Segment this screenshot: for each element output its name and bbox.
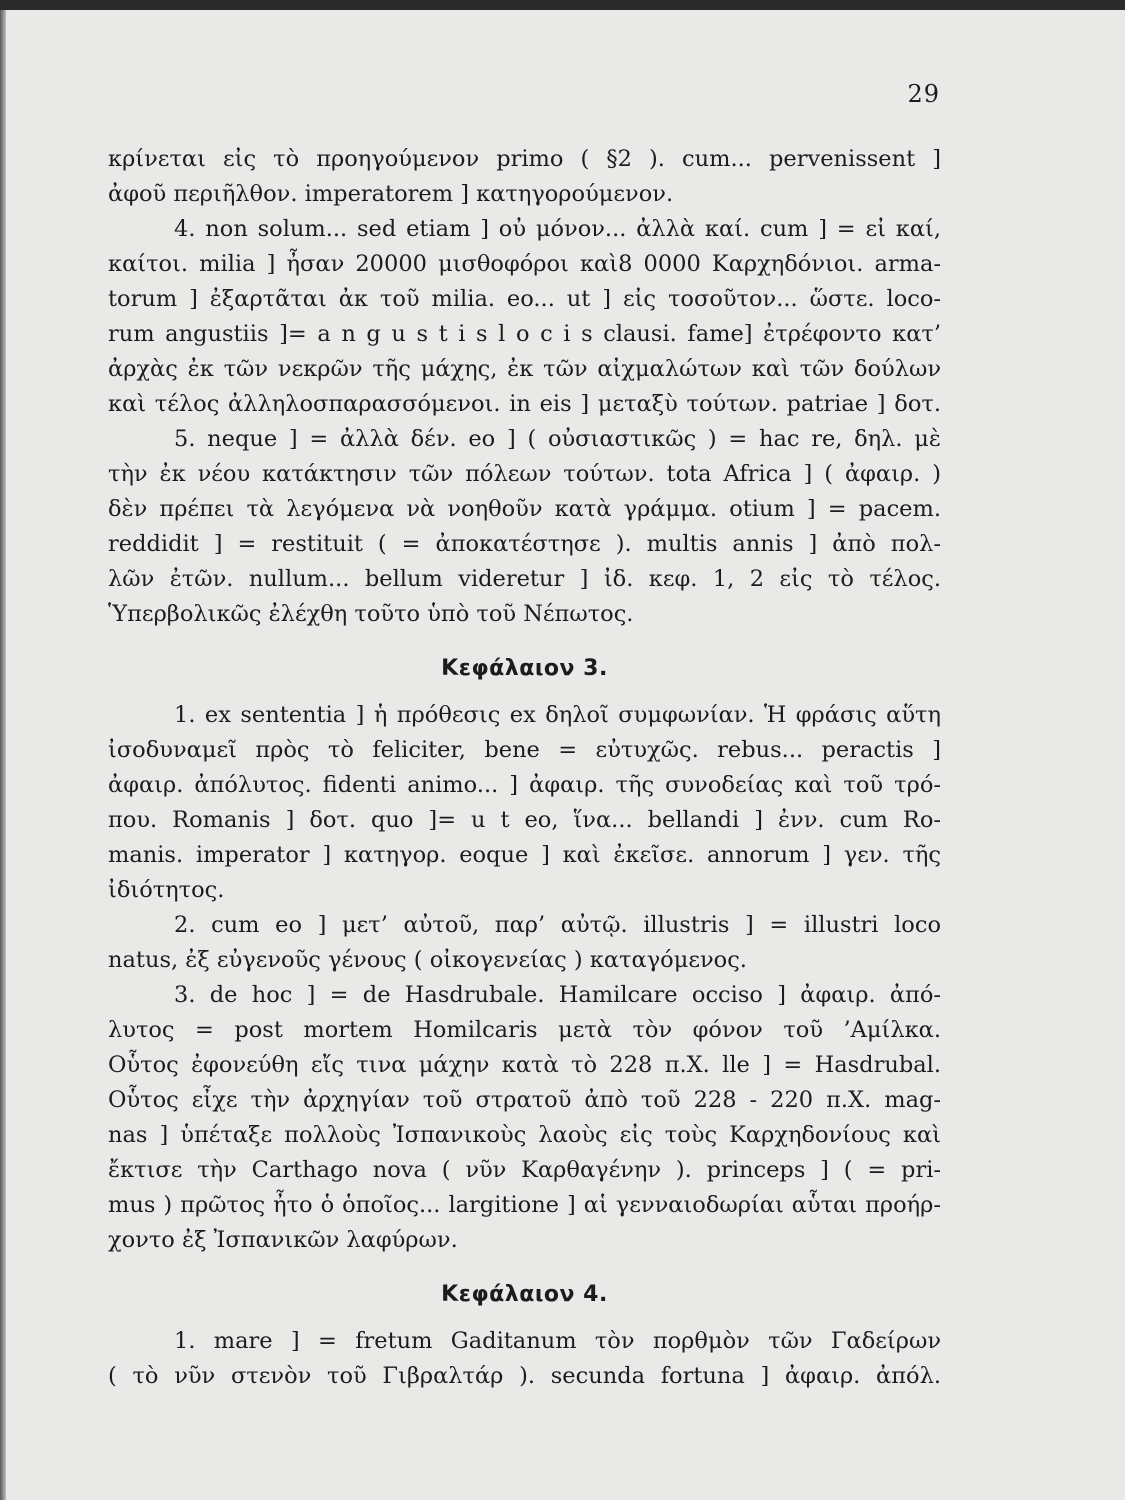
text-line: Οὗτος εἶχε τὴν ἀρχηγίαν τοῦ στρατοῦ ἀπὸ τοῦ 228 - 220 π.Χ. mag- xyxy=(108,1087,941,1113)
section-chapter-2-notes xyxy=(108,142,941,632)
text-line: 1. mare ] = fretum Gaditanum τὸν πορθμὸν τῶν Γαδείρων xyxy=(174,1328,941,1354)
page-number: 29 xyxy=(907,80,940,108)
text-line: Οὗτος ἐφονεύθη εἴς τινα μάχην κατὰ τὸ 228 π.Χ. lle ] = Hasdrubal. xyxy=(108,1052,941,1078)
text-line: ἀφαιρ. ἀπόλυτος. fidenti animo... ] ἀφαιρ. τῆς συνοδείας καὶ τοῦ τρό- xyxy=(108,772,941,798)
text-line: rum angustiis ]= a n g u s t i s l o c i s clausi. fame] ἐτρέφοντο κατ’ xyxy=(108,321,941,347)
text-line: ἰσοδυναμεῖ πρὸς τὸ feliciter, bene = εὐτυχῶς. rebus... peractis ] xyxy=(108,737,941,763)
section-chapter-3-notes xyxy=(108,698,941,1258)
text-line: ἰδιότητος. xyxy=(108,877,225,903)
text-line: δὲν πρέπει τὰ λεγόμενα νὰ νοηθοῦν κατὰ γράμμα. otium ] = pacem. xyxy=(108,496,941,522)
text-line: λυτος = post mortem Homilcaris μετὰ τὸν φόνον τοῦ ’Αμίλκα. xyxy=(108,1017,941,1043)
text-line: κρίνεται εἰς τὸ προηγούμενον primo ( §2 ). cum... pervenissent ] xyxy=(108,146,941,172)
text-line: reddidit ] = restituit ( = ἀποκατέστησε ). multis annis ] ἀπὸ πολ- xyxy=(108,531,941,557)
text-line: 3. de hoc ] = de Hasdrubale. Hamilcare occiso ] ἀφαιρ. ἀπό- xyxy=(174,982,941,1008)
text-line: ἀφοῦ περιῆλθον. imperatorem ] κατηγορούμενον. xyxy=(108,181,674,207)
text-line: καὶ τέλος ἀλληλοσπαρασσόμενοι. in eis ] μεταξὺ τούτων. patriae ] δοτ. xyxy=(108,391,941,417)
text-line: Ὑπερβολικῶς ἐλέχθη τοῦτο ὑπὸ τοῦ Νέπωτος. xyxy=(108,601,634,627)
text-line: torum ] ἐξαρτᾶται ἀκ τοῦ milia. eo... ut ] εἰς τοσοῦτον... ὥστε. loco- xyxy=(108,286,941,312)
text-line: manis. imperator ] κατηγορ. eoque ] καὶ ἐκεῖσε. annorum ] γεν. τῆς xyxy=(108,842,941,868)
section-chapter-4-notes xyxy=(108,1324,941,1394)
text-line: 4. non solum... sed etiam ] οὐ μόνον... ἀλλὰ καί. cum ] = εἰ καί, xyxy=(174,216,941,242)
text-line: mus ) πρῶτος ἦτο ὁ ὁποῖος... largitione ] αἱ γενναιοδωρίαι αὗται προήρ- xyxy=(108,1192,941,1218)
text-line: 2. cum eo ] μετ’ αὐτοῦ, παρ’ αὐτῷ. illustris ] = illustri loco xyxy=(174,912,941,938)
text-line: ἀρχὰς ἐκ τῶν νεκρῶν τῆς μάχης, ἐκ τῶν αἰχμαλώτων καὶ τῶν δούλων xyxy=(108,356,941,382)
text-line: nas ] ὑπέταξε πολλοὺς Ἰσπανικοὺς λαοὺς εἰς τοὺς Καρχηδονίους καὶ xyxy=(108,1122,941,1148)
text-line: 1. ex sententia ] ἡ πρόθεσις ex δηλοῖ συμφωνίαν. Ἡ φράσις αὕτη xyxy=(174,702,941,728)
text-line: natus, ἐξ εὐγενοῦς γένους ( οἰκογενείας ) καταγόμενος. xyxy=(108,947,747,973)
text-line: χοντο ἐξ Ἰσπανικῶν λαφύρων. xyxy=(108,1227,458,1253)
chapter-4-heading: Κεφάλαιον 4. xyxy=(441,1282,608,1307)
scan-border-left xyxy=(0,10,6,1500)
page-body xyxy=(108,142,941,1394)
text-line: 5. neque ] = ἀλλὰ δέν. eo ] ( οὐσιαστικῶς ) = hac re, δηλ. μὲ xyxy=(174,426,941,452)
text-line: καίτοι. milia ] ἦσαν 20000 μισθοφόροι καὶ8 0000 Καρχηδόνιοι. arma- xyxy=(108,251,941,277)
text-line: ( τὸ νῦν στενὸν τοῦ Γιβραλτάρ ). secunda fortuna ] ἀφαιρ. ἀπόλ. xyxy=(108,1363,941,1389)
chapter-3-heading: Κεφάλαιον 3. xyxy=(441,656,608,681)
text-line: λῶν ἐτῶν. nullum... bellum videretur ] ἰδ. κεφ. 1, 2 εἰς τὸ τέλος. xyxy=(108,566,941,592)
text-line: τὴν ἐκ νέου κατάκτησιν τῶν πόλεων τούτων. tota Africa ] ( ἀφαιρ. ) xyxy=(108,461,941,487)
text-line: ἔκτισε τὴν Carthago nova ( νῦν Καρθαγένην ). princeps ] ( = pri- xyxy=(108,1157,941,1183)
scan-border-top xyxy=(0,0,1125,10)
text-line: που. Romanis ] δοτ. quo ]= u t eo, ἵνα... bellandi ] ἐνν. cum Ro- xyxy=(108,807,941,833)
